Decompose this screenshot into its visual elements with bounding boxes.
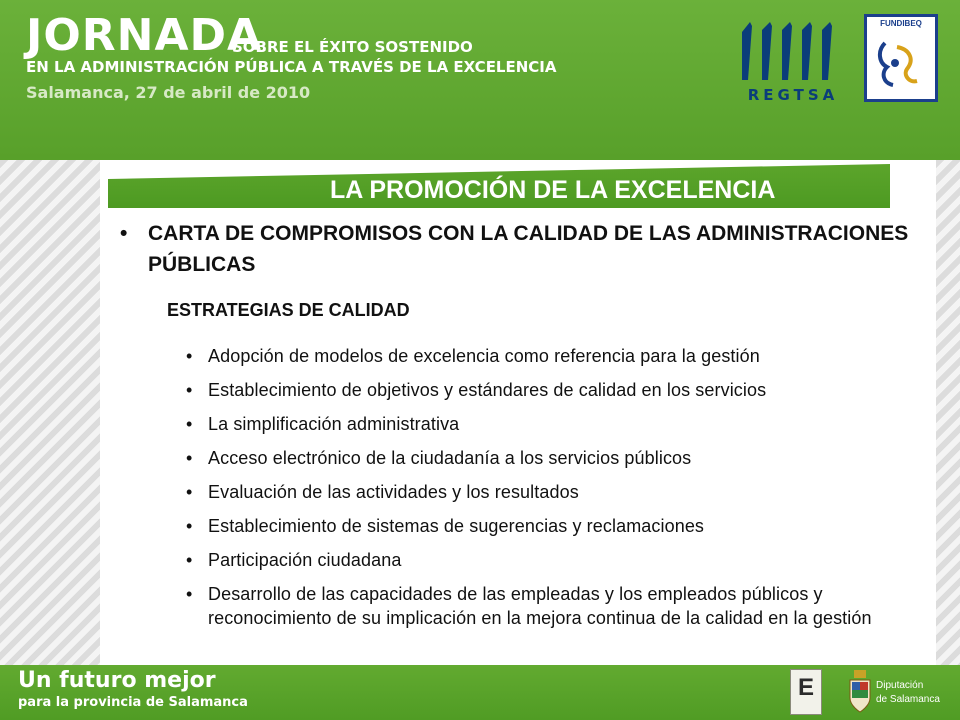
- event-title-rest: SOBRE EL ÉXITO SOSTENIDO: [232, 38, 473, 56]
- bullet-dot: •: [186, 414, 193, 434]
- bullet-dot: •: [186, 346, 193, 366]
- bullet-dot: •: [186, 550, 193, 570]
- fundibeq-logo: [864, 14, 938, 102]
- list-item-text: Evaluación de las actividades y los resultados: [208, 482, 579, 502]
- excellence-badge: [790, 669, 822, 715]
- fundibeq-emblem-icon: [867, 29, 935, 99]
- bullet-dot: •: [186, 516, 193, 536]
- bullet-dot: •: [186, 380, 193, 400]
- excellence-badge-letter: E: [797, 674, 814, 701]
- bullet-dot: •: [120, 222, 128, 245]
- list-item: [186, 378, 946, 402]
- list-item: [186, 344, 946, 368]
- list-item: [186, 582, 946, 630]
- list-item-text: Desarrollo de las capacidades de las empleadas y los empleados públicos y reconocimiento de su implicación en la mejora continua de la calidad en la gestión: [208, 584, 872, 628]
- list-item-text: La simplificación administrativa: [208, 414, 460, 434]
- bullet-dot: •: [186, 448, 193, 468]
- list-item-text: Adopción de modelos de excelencia como referencia para la gestión: [208, 346, 760, 366]
- list-item-text: Participación ciudadana: [208, 550, 402, 570]
- footer-slogan-sub: para la provincia de Salamanca: [18, 695, 248, 710]
- strategy-list: [186, 344, 946, 640]
- section-title: LA PROMOCIÓN DE LA EXCELENCIA: [330, 176, 776, 204]
- diputacion-label: [876, 679, 940, 707]
- fundibeq-wordmark: FUNDIBEQ: [880, 19, 922, 28]
- footer-slogan: Un futuro mejor: [18, 668, 216, 693]
- diputacion-line1: Diputación: [876, 680, 924, 691]
- strategies-heading: ESTRATEGIAS DE CALIDAD: [167, 300, 410, 320]
- main-bullet-text: CARTA DE COMPROMISOS CON LA CALIDAD DE LAS ADMINISTRACIONES PÚBLICAS: [148, 222, 909, 276]
- list-item: [186, 412, 946, 436]
- left-stripe-pattern: [0, 160, 110, 665]
- list-item: [186, 446, 946, 470]
- bullet-dot: •: [186, 584, 193, 604]
- list-item: [186, 514, 946, 538]
- event-date: Salamanca, 27 de abril de 2010: [26, 83, 311, 102]
- main-bullet: [120, 218, 920, 280]
- regtsa-wordmark: REGTSA: [747, 86, 839, 104]
- event-title: JORNADA: [26, 10, 263, 61]
- list-item-text: Acceso electrónico de la ciudadanía a los servicios públicos: [208, 448, 692, 468]
- bullet-dot: •: [186, 482, 193, 502]
- event-subtitle: EN LA ADMINISTRACIÓN PÚBLICA A TRAVÉS DE LA EXCELENCIA: [26, 58, 557, 76]
- list-item: [186, 548, 946, 572]
- list-item-text: Establecimiento de objetivos y estándares de calidad en los servicios: [208, 380, 767, 400]
- list-item-text: Establecimiento de sistemas de sugerencias y reclamaciones: [208, 516, 705, 536]
- list-item: [186, 480, 946, 504]
- coat-of-arms-icon: [848, 668, 872, 714]
- diputacion-line2: de Salamanca: [876, 694, 940, 705]
